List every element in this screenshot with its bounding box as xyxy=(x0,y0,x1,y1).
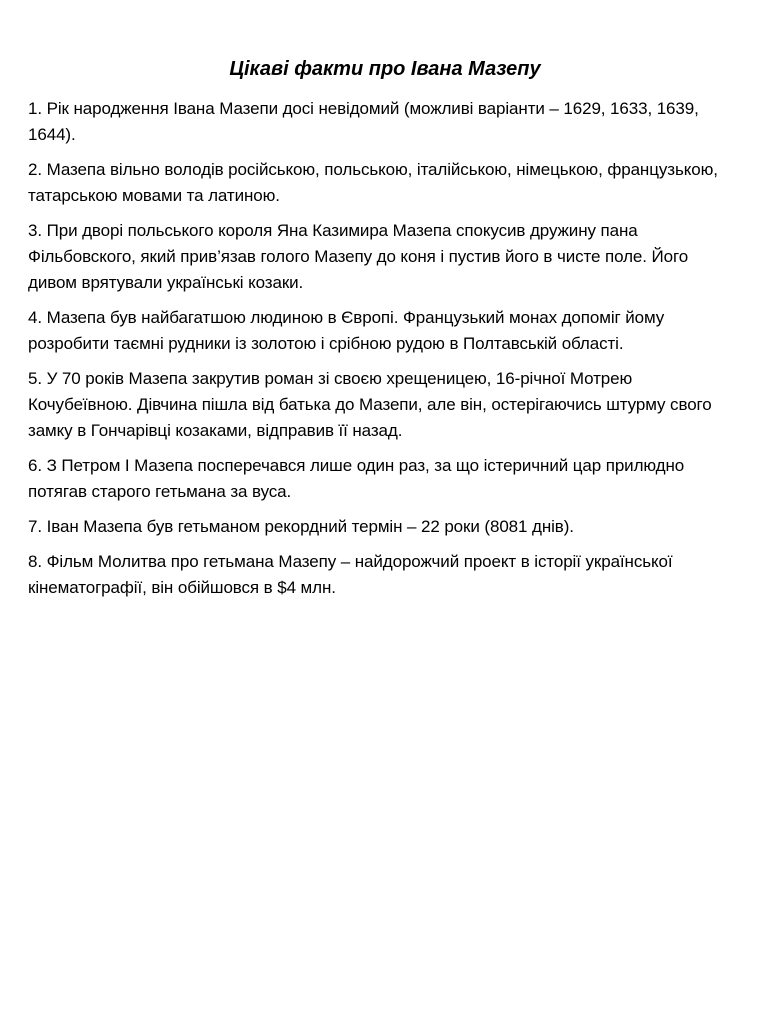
facts-list xyxy=(28,96,738,601)
fact-item: 2. Мазепа вільно володів російською, польською, італійською, німецькою, французькою, татарською мовами та латиною. xyxy=(28,160,718,205)
fact-item: 6. З Петром I Мазепа посперечався лише один раз, за що істеричний цар прилюдно потягав старого гетьмана за вуса. xyxy=(28,456,685,501)
fact-item: 4. Мазепа був найбагатшою людиною в Європі. Французький монах допоміг йому розробити таємні рудники із золотою і срібною рудою в Полтавській області. xyxy=(28,308,665,353)
fact-item: 8. Фільм Молитва про гетьмана Мазепу – найдорожчий проект в історії української кінематографії, він обійшовся в $4 млн. xyxy=(28,552,673,597)
fact-item: 3. При дворі польського короля Яна Казимира Мазепа спокусив дружину пана Фільбовского, який прив’язав голого Мазепу до коня і пустив його в чисте поле. Його дивом врятували українські козаки. xyxy=(28,221,689,292)
fact-item: 5. У 70 років Мазепа закрутив роман зі своєю хрещеницею, 16-річної Мотрею Кочубеївною. Дівчина пішла від батька до Мазепи, але він, остерігаючись штурму свого замку в Гончарівці козаками, відправив її назад. xyxy=(28,369,712,440)
document-title: Цікаві факти про Івана Мазепу xyxy=(229,58,541,80)
fact-item: 7. Іван Мазепа був гетьманом рекордний термін – 22 роки (8081 днів). xyxy=(28,517,574,536)
fact-item: 1. Рік народження Івана Мазепи досі невідомий (можливі варіанти – 1629, 1633, 1639, 1644). xyxy=(28,99,699,144)
